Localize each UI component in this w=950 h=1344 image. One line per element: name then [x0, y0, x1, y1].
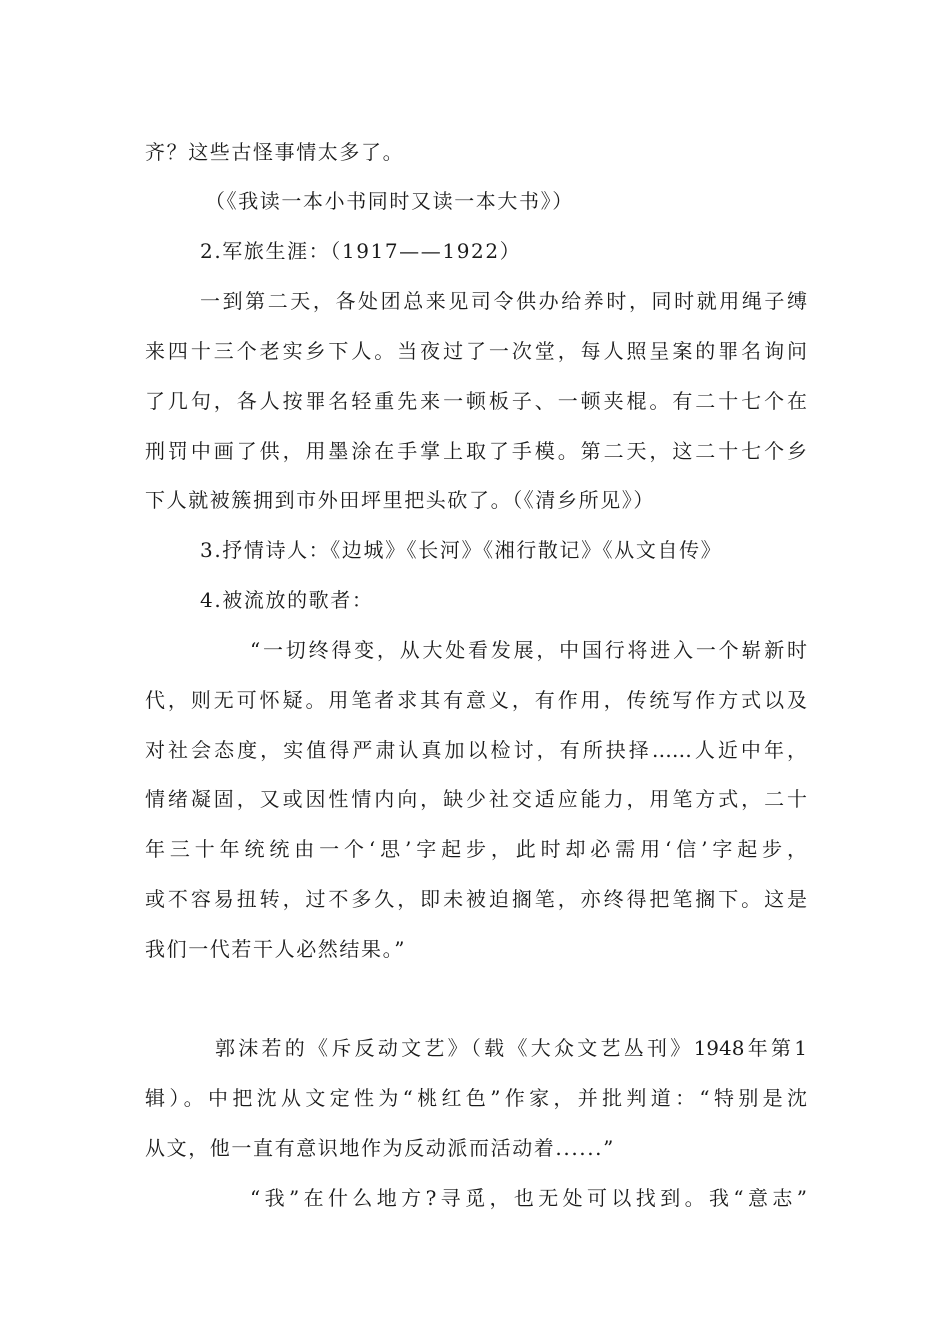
- text-line: 齐？这些古怪事情太多了。: [145, 140, 405, 164]
- section-heading-lyric-poet: 3.抒情诗人：《边城》《长河》《湘行散记》《从文自传》: [200, 538, 723, 562]
- text-line: 郭沫若的《斥反动文艺》（载《大众文艺丛刊》1948年第1: [215, 1036, 807, 1060]
- section-heading-military: 2.军旅生涯：（1917——1922）: [200, 239, 522, 263]
- text-line: 刑罚中画了供，用墨涂在手掌上取了手模。第二天，这二十七个乡: [145, 439, 807, 463]
- section-heading-exiled-singer: 4.被流放的歌者：: [200, 588, 374, 612]
- quote-line: “一切终得变，从大处看发展，中国行将进入一个崭新时: [250, 638, 807, 662]
- quote-line: 我们一代若干人必然结果。”: [145, 937, 407, 961]
- text-line: 了几句，各人按罪名轻重先来一顿板子、一顿夹棍。有二十七个在: [145, 389, 807, 413]
- quote-line: 情绪凝固，又或因性情内向，缺少社交适应能力，用笔方式，二十: [145, 787, 807, 811]
- quote-line: 年三十年统统由一个‘思’字起步，此时却必需用‘信’字起步，: [145, 837, 807, 861]
- quote-line: 对社会态度，实值得严肃认真加以检讨，有所抉择……人近中年，: [145, 738, 807, 762]
- quote-line: 或不容易扭转，过不多久，即未被迫搁笔，亦终得把笔搁下。这是: [145, 887, 807, 911]
- text-line: 下人就被簇拥到市外田坪里把头砍了。（《清乡所见》）: [145, 488, 655, 512]
- source-citation: （《我读一本小书同时又读一本大书》）: [205, 189, 574, 213]
- text-line: 辑）。中把沈从文定性为“桃红色”作家，并批判道：“特别是沈: [145, 1086, 807, 1110]
- text-line: 来四十三个老实乡下人。当夜过了一次堂，每人照呈案的罪名询问: [145, 339, 807, 363]
- text-line: 一到第二天，各处团总来见司令供办给养时，同时就用绳子缚: [200, 289, 807, 313]
- text-line: “我”在什么地方?寻觅，也无处可以找到。我“意志”: [250, 1186, 807, 1210]
- quote-line: 代，则无可怀疑。用笔者求其有意义，有作用，传统写作方式以及: [145, 688, 807, 712]
- text-line: 从文，他一直有意识地作为反动派而活动着......”: [145, 1136, 615, 1160]
